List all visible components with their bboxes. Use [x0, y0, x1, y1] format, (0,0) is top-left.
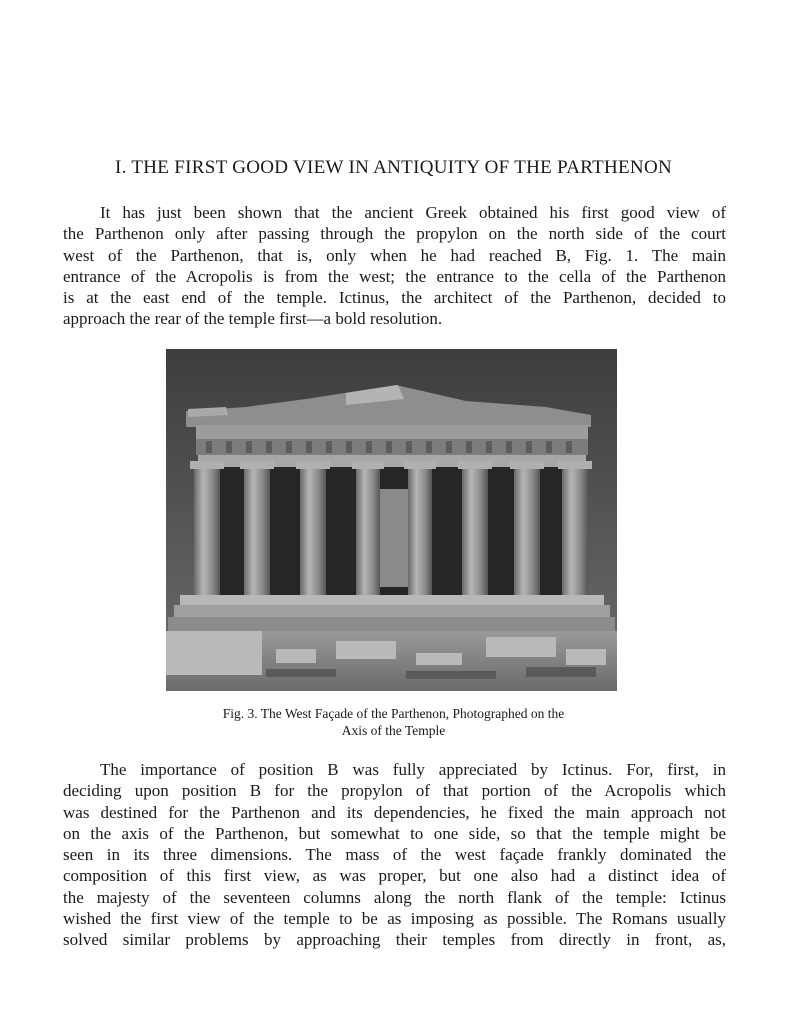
caption-line: Fig. 3. The West Façade of the Parthenon, Photographed on the — [222, 706, 565, 721]
section-title: I. THE FIRST GOOD VIEW IN ANTIQUITY OF THE PARTHENON — [114, 157, 673, 178]
paragraph-line: on the axis of the Parthenon, but somewhat to one side, so that the temple might be — [63, 823, 726, 843]
paragraph-line: approach the rear of the temple first—a bold resolution. — [63, 309, 443, 329]
parthenon-photograph — [166, 349, 617, 691]
parthenon-illustration — [166, 349, 617, 691]
paragraph-line: is at the east end of the temple. Ictinus, the architect of the Parthenon, decided to — [63, 288, 726, 308]
paragraph-line: deciding upon position B for the propylon of that portion of the Acropolis which — [63, 781, 726, 801]
paragraph-line: composition of this first view, as was proper, but one also had a distinct idea of — [63, 866, 726, 886]
paragraph-line: seen in its three dimensions. The mass of the west façade frankly dominated the — [63, 845, 726, 865]
figure-caption — [150, 705, 637, 739]
caption-line: Axis of the Temple — [341, 723, 446, 738]
paragraph-line: entrance of the Acropolis is from the west; the entrance to the cella of the Parthenon — [63, 266, 726, 286]
paragraph-line: It has just been shown that the ancient Greek obtained his first good view of — [100, 203, 726, 222]
paragraph-line: the Parthenon only after passing through the propylon on the north side of the court — [63, 224, 726, 244]
paragraph-line: was destined for the Parthenon and its dependencies, he fixed the main approach not — [63, 802, 726, 822]
paragraph-line: wished the first view of the temple to be as imposing as possible. The Romans usually — [63, 909, 726, 929]
paragraph-1 — [63, 202, 726, 330]
paragraph-line: west of the Parthenon, that is, only when he had reached B, Fig. 1. The main — [63, 245, 726, 265]
paragraph-2 — [63, 759, 726, 951]
paragraph-line: solved similar problems by approaching their temples from directly in front, as, — [63, 930, 726, 950]
paragraph-line: the majesty of the seventeen columns along the north flank of the temple: Ictinus — [63, 887, 726, 907]
paragraph-line: The importance of position B was fully appreciated by Ictinus. For, first, in — [100, 760, 726, 779]
